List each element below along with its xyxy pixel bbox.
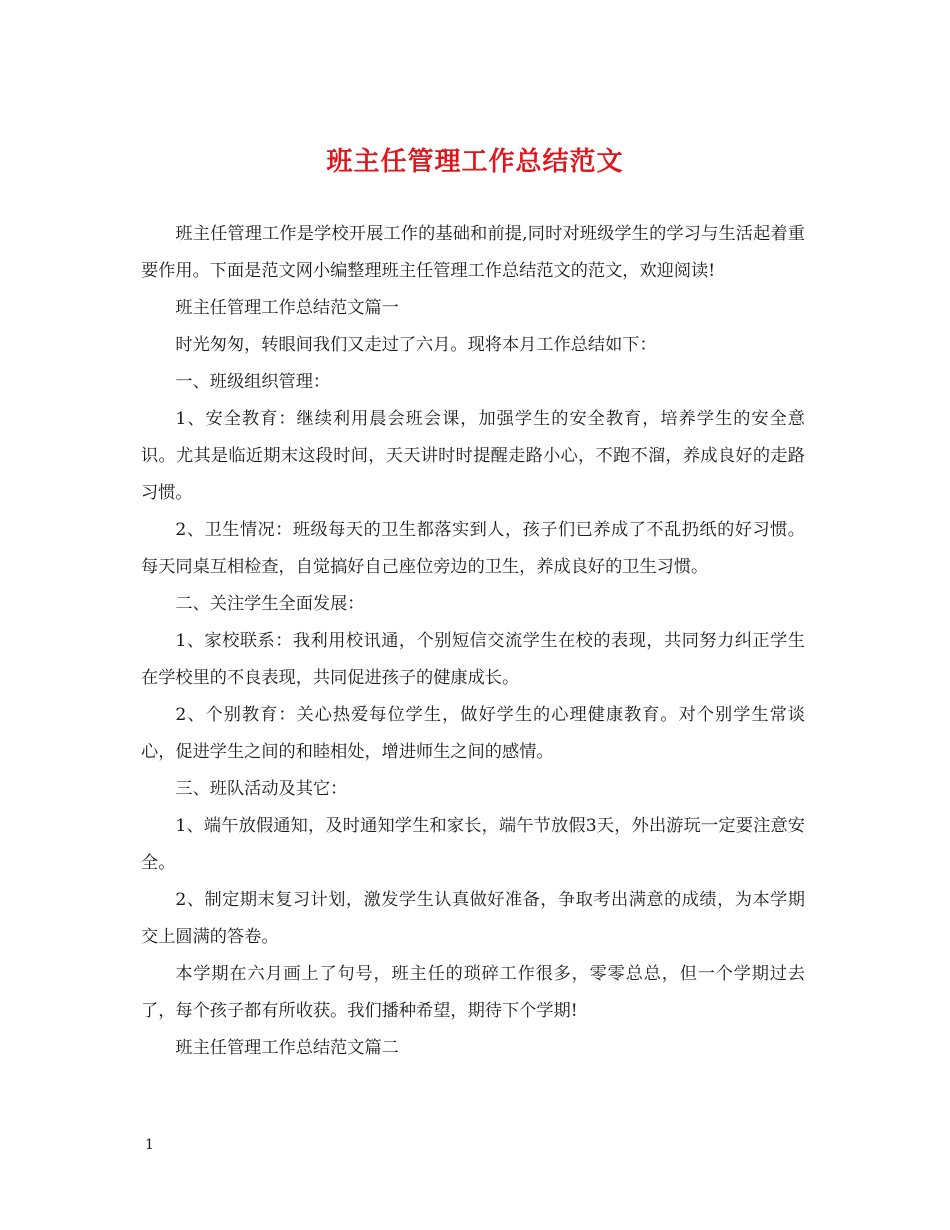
opening-paragraph: 时光匆匆，转眼间我们又走过了六月。现将本月工作总结如下： [175,335,657,355]
intro-paragraph: 班主任管理工作是学校开展工作的基础和前提,同时对班级学生的学习与生活起着重要作用。下面是范文网小编整理班主任管理工作总结范文的范文，欢迎阅读! [141,224,805,281]
page-number: 1 [145,1137,154,1153]
paragraph-semester-summary: 本学期在六月画上了句号，班主任的琐碎工作很多，零零总总，但一个学期过去了，每个孩子都有所收获。我们播种希望，期待下个学期! [141,964,805,1021]
subheading-class-activities: 三、班队活动及其它： [175,779,348,799]
paragraph-review-plan: 2、制定期末复习计划，激发学生认真做好准备，争取考出满意的成绩，为本学期交上圆满的答卷。 [141,890,805,947]
paragraph-dragon-boat-holiday: 1、端午放假通知，及时通知学生和家长，端午节放假3天，外出游玩一定要注意安全。 [141,816,805,873]
paragraph-hygiene: 2、卫生情况：班级每天的卫生都落实到人，孩子们已养成了不乱扔纸的好习惯。每天同桌互相检查，自觉搞好自己座位旁边的卫生，养成良好的卫生习惯。 [141,520,805,577]
subheading-student-development: 二、关注学生全面发展： [175,594,365,614]
subheading-class-management: 一、班级组织管理： [175,372,331,392]
document-body [141,216,805,1067]
paragraph-home-school-contact: 1、家校联系：我利用校讯通，个别短信交流学生在校的表现，共同努力纠正学生在学校里的不良表现，共同促进孩子的健康成长。 [141,631,805,688]
document-title: 班主任管理工作总结范文 [326,147,624,177]
section-heading-part-two: 班主任管理工作总结范文篇二 [175,1038,399,1058]
paragraph-safety-education: 1、安全教育：继续利用晨会班会课，加强学生的安全教育，培养学生的安全意识。尤其是临近期末这段时间，天天讲时时提醒走路小心，不跑不溜，养成良好的走路习惯。 [141,409,805,503]
section-heading-part-one: 班主任管理工作总结范文篇一 [175,298,399,318]
paragraph-individual-education: 2、个别教育：关心热爱每位学生，做好学生的心理健康教育。对个别学生常谈心，促进学生之间的和睦相处，增进师生之间的感情。 [141,705,805,762]
